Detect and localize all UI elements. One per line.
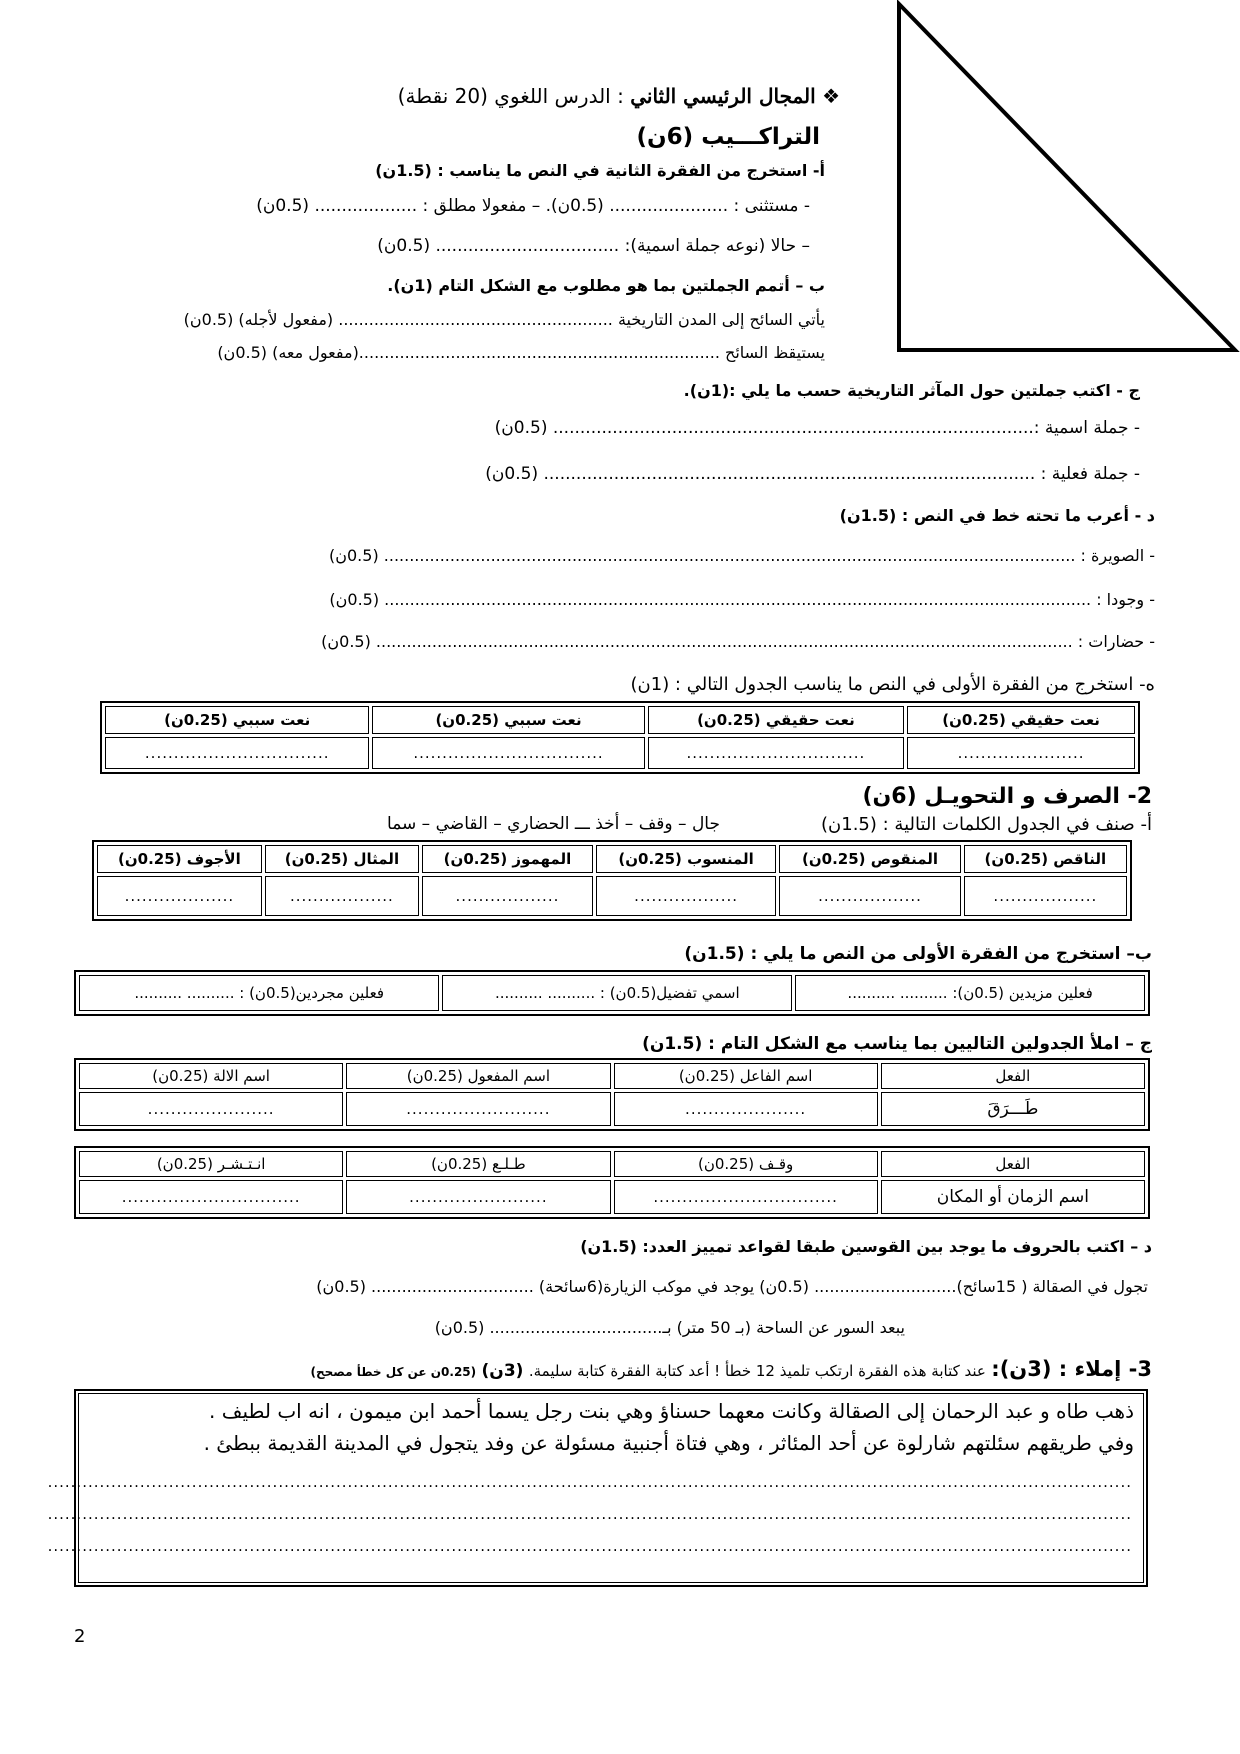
- header-subtitle: : الدرس اللغوي (20 نقطة): [397, 84, 624, 108]
- s1-c-line2: - جملة فعلية : ........................................................................................... (0.5ن): [485, 464, 1140, 484]
- table-cell[interactable]: ..................: [779, 876, 960, 916]
- table-header: طـلـع (0.25ن): [346, 1151, 610, 1177]
- s1-d-line2: - وجودا : ........................................................................................................................................... (0.5ن): [329, 590, 1155, 609]
- table-header: نعت حقيقي (0.25ن): [648, 706, 905, 734]
- table-cell[interactable]: فعلين مزيدين (0.5ن): .......... ..........: [795, 975, 1145, 1011]
- s2-d-question: د – اكتب بالحروف ما يوجد بين القوسين طبقا لقواعد تمييز العدد: (1.5ن): [580, 1237, 1152, 1256]
- table-cell[interactable]: ................................: [614, 1180, 878, 1214]
- section2-title: 2- الصرف و التحويـل (6ن): [862, 784, 1152, 809]
- s2-c-table1: [74, 1058, 1150, 1131]
- s1-b-question: ب – أتمم الجملتين بما هو مطلوب مع الشكل التام (1ن).: [387, 276, 825, 295]
- section1-title: التراكـــيب (6ن): [636, 124, 820, 150]
- section3-title: 3- إملاء : (3ن):: [991, 1357, 1152, 1381]
- s1-b-line1: يأتي السائح إلى المدن التاريخية ...................................................... (مفعول لأجله) (0.5ن): [183, 310, 825, 329]
- table-header: نعت حقيقي (0.25ن): [907, 706, 1135, 734]
- s3-header: [311, 1357, 1153, 1381]
- table-header: اسم الالة (0.25ن): [79, 1063, 343, 1089]
- table-header: الفعل: [881, 1063, 1145, 1089]
- dictation-box: [47, 1389, 1148, 1587]
- table-header: نعت سببي (0.25ن): [105, 706, 369, 734]
- table-cell[interactable]: ..................: [422, 876, 593, 916]
- table-cell: طَـــرَقَ: [881, 1092, 1145, 1126]
- table-cell[interactable]: .................................: [372, 737, 644, 769]
- s1-d-line3: - حضارات : ......................................................................................................................................... (0.5ن): [321, 632, 1155, 651]
- table-cell: اسم الزمان أو المكان: [881, 1180, 1145, 1214]
- table-header: الفعل: [881, 1151, 1145, 1177]
- dictation-paragraph-line1: ذهب طاه و عبد الرحمان إلى الصقالة وكانت معهما حسناؤ وهي بنت رجل يسما أحمد ابن ميمون ، انه اب لطيف .: [209, 1399, 1134, 1423]
- table-cell[interactable]: ..................: [265, 876, 419, 916]
- header: [398, 84, 840, 108]
- table-header: الناقص (0.25ن): [964, 845, 1127, 873]
- table-header: الأجوف (0.25ن): [97, 845, 262, 873]
- s1-d-question: د - أعرب ما تحته خط في النص : (1.5ن): [839, 506, 1155, 525]
- table-cell[interactable]: ...............................: [648, 737, 905, 769]
- table-header: وقـف (0.25ن): [614, 1151, 878, 1177]
- table-header: اسم المفعول (0.25ن): [346, 1063, 610, 1089]
- s1-e-table: [100, 701, 1140, 774]
- table-cell[interactable]: .........................: [346, 1092, 610, 1126]
- dictation-paragraph-line2: وفي طريقهم سئلتهم شارلوة عن أحد المئاثر ، وهي فتاة أجنبية مسئولة عن وفد يتجول في المدينة القديمة ببطئ .: [203, 1431, 1134, 1455]
- table-header: المنقوص (0.25ن): [779, 845, 960, 873]
- table-cell[interactable]: فعلين مجردين(0.5ن) : .......... ..........: [79, 975, 439, 1011]
- triangle-figure: [895, 0, 1240, 358]
- s2-d-line1: تجول في الصقالة ( 15سائح)............................ (0.5ن) يوجد في موكب الزيارة(6سائحة) ................................ (0.5ن): [316, 1277, 1148, 1296]
- table-cell[interactable]: ..................: [964, 876, 1127, 916]
- table-cell[interactable]: ..................: [596, 876, 777, 916]
- s1-d-line1: - الصويرة : ........................................................................................................................................ (0.5ن): [328, 546, 1155, 565]
- s1-b-line2: يستيقظ السائح .......................................................................(مفعول معه) (0.5ن): [217, 343, 825, 362]
- table-header: اسم الفاعل (0.25ن): [614, 1063, 878, 1089]
- s2-a-table: [92, 840, 1132, 921]
- answer-line[interactable]: ............................................................................................................................................................................................: [47, 1537, 1132, 1555]
- table-cell[interactable]: ........................: [346, 1180, 610, 1214]
- table-header: المهموز (0.25ن): [422, 845, 593, 873]
- diamond-bullet-icon: ❖: [822, 84, 840, 108]
- s1-c-question: ج - اكتب جملتين حول المآثر التاريخية حسب ما يلي :(1ن).: [683, 381, 1140, 400]
- table-cell[interactable]: ...................: [97, 876, 262, 916]
- table-cell[interactable]: ................................: [105, 737, 369, 769]
- s1-a-question: أ- استخرج من الفقرة الثانية في النص ما يناسب : (1.5ن): [375, 161, 825, 180]
- s3-mark: (3ن): [481, 1361, 524, 1381]
- s2-c-table2: [74, 1146, 1150, 1219]
- answer-line[interactable]: ............................................................................................................................................................................................: [47, 1473, 1132, 1491]
- header-title: المجال الرئيسي الثاني: [630, 84, 816, 108]
- s3-note: (0.25ن عن كل خطأ مصحح): [310, 1365, 477, 1379]
- table-cell[interactable]: ......................: [79, 1092, 343, 1126]
- table-cell[interactable]: اسمي تفضيل(0.5ن) : .......... ..........: [442, 975, 792, 1011]
- s1-a-line2: – حالا (نوعه جملة اسمية): .................................. (0.5ن): [377, 236, 810, 256]
- s2-b-table: [74, 970, 1150, 1016]
- s1-e-question: ه- استخرج من الفقرة الأولى في النص ما يناسب الجدول التالي : (1ن): [630, 674, 1155, 695]
- s3-instruction: عند كتابة هذه الفقرة ارتكب تلميذ 12 خطأ ! أعد كتابة الفقرة كتابة سليمة.: [528, 1362, 986, 1380]
- s2-d-line2: يبعد السور عن الساحة (بـ 50 متر) بـ.................................. (0.5ن): [434, 1318, 905, 1337]
- s2-a-words: جال – وقف – أخذ ـــ الحضاري – القاضي – سما: [387, 814, 720, 834]
- table-cell[interactable]: .....................: [614, 1092, 878, 1126]
- page-number: 2: [74, 1626, 86, 1647]
- table-header: نعت سببي (0.25ن): [372, 706, 644, 734]
- table-cell[interactable]: ...............................: [79, 1180, 343, 1214]
- table-header: المنسوب (0.25ن): [596, 845, 777, 873]
- s2-c-question: ج – املأ الجدولين التاليين بما يناسب مع الشكل التام : (1.5ن): [642, 1034, 1152, 1054]
- s2-a-question: أ- صنف في الجدول الكلمات التالية : (1.5ن): [821, 814, 1152, 835]
- s1-c-line1: - جملة اسمية :......................................................................................... (0.5ن): [494, 418, 1140, 438]
- table-header: المثال (0.25ن): [265, 845, 419, 873]
- table-header: انـتـشـر (0.25ن): [79, 1151, 343, 1177]
- table-cell[interactable]: ......................: [907, 737, 1135, 769]
- answer-line[interactable]: ............................................................................................................................................................................................: [47, 1505, 1132, 1523]
- s1-a-line1: - مستثنى : ...................... (0.5ن). – مفعولا مطلق : ................... (0.5ن): [256, 196, 810, 216]
- s2-b-question: ب– استخرج من الفقرة الأولى من النص ما يلي : (1.5ن): [684, 944, 1152, 964]
